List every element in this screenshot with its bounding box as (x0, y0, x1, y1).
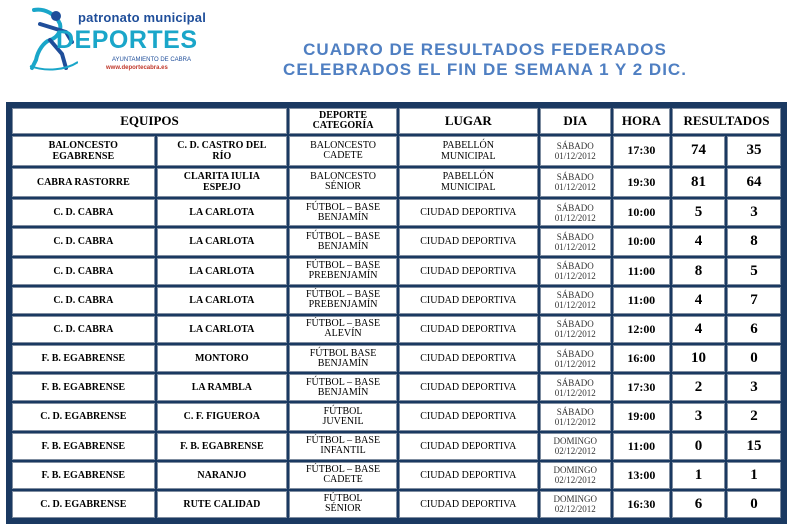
local-team (12, 287, 155, 314)
header-dia: DIA (540, 108, 611, 134)
score-local: 0 (672, 433, 725, 460)
venue (399, 316, 538, 343)
table-row (12, 433, 781, 460)
header-lugar: LUGAR (399, 108, 538, 134)
venue (399, 136, 538, 166)
category-line: BENJAMÍN (317, 386, 369, 398)
visitor-team-line-1: RUTE CALIDAD (183, 498, 261, 510)
local-team-line-1: F. B. EGABRENSE (41, 353, 126, 365)
match-day (540, 345, 611, 372)
visitor-team (157, 258, 287, 285)
score-local: 4 (672, 287, 725, 314)
logo-line-3: AYUNTAMIENTO DE CABRA (112, 57, 192, 63)
local-team-line-1: C. D. CABRA (53, 236, 114, 248)
page-title-line-1: CUADRO DE RESULTADOS FEDERADOS (303, 40, 667, 59)
score-local: 10 (672, 345, 725, 372)
date: 01/12/2012 (554, 241, 596, 252)
sport-line: BALONCESTO (310, 171, 376, 183)
sport-line: FÚTBOL BASE (309, 347, 377, 359)
score-visitor: 2 (727, 403, 781, 430)
match-time: 13:00 (613, 462, 670, 489)
date: 01/12/2012 (554, 358, 596, 369)
table-row (12, 168, 781, 198)
weekday: SÁBADO (556, 172, 594, 183)
header-hora: HORA (613, 108, 670, 134)
venue-line-1: CIUDAD DEPORTIVA (420, 323, 517, 335)
date: 02/12/2012 (554, 504, 596, 515)
category-line: ALEVÍN (324, 328, 362, 340)
match-time: 11:00 (613, 433, 670, 460)
match-day (540, 374, 611, 401)
header-deporte (289, 108, 397, 134)
weekday: SÁBADO (556, 377, 594, 388)
category-line: BENJAMÍN (317, 240, 369, 252)
venue-line-1: PABELLÓN (442, 171, 494, 183)
weekday: DOMINGO (553, 465, 597, 476)
venue-line-1: CIUDAD DEPORTIVA (420, 207, 517, 219)
local-team (12, 491, 155, 518)
match-time: 19:00 (613, 403, 670, 430)
sport-line: FÚTBOL – BASE (305, 289, 381, 301)
venue (399, 374, 538, 401)
sport-category (289, 462, 397, 489)
date: 01/12/2012 (554, 387, 596, 398)
date: 01/12/2012 (554, 329, 596, 340)
date: 01/12/2012 (554, 212, 596, 223)
weekday: SÁBADO (556, 140, 594, 151)
score-local: 5 (672, 199, 725, 226)
score-visitor: 5 (727, 258, 781, 285)
venue-line-1: CIUDAD DEPORTIVA (420, 411, 517, 423)
match-day (540, 168, 611, 198)
visitor-team-line-1: CLARITA IULIA (183, 171, 260, 183)
venue-line-1: CIUDAD DEPORTIVA (420, 236, 517, 248)
sport-line: FÚTBOL (323, 493, 363, 505)
score-visitor: 15 (727, 433, 781, 460)
date: 01/12/2012 (554, 300, 596, 311)
match-time: 16:00 (613, 345, 670, 372)
sport-line: FÚTBOL – BASE (305, 201, 381, 213)
local-team (12, 345, 155, 372)
table-row (12, 491, 781, 518)
visitor-team-line-1: LA CARLOTA (189, 294, 255, 306)
sport-category (289, 403, 397, 430)
match-time: 17:30 (613, 374, 670, 401)
logo-line-2: DEPORTES (56, 26, 198, 54)
table-row (12, 403, 781, 430)
visitor-team (157, 316, 287, 343)
table-row (12, 462, 781, 489)
local-team (12, 433, 155, 460)
date: 01/12/2012 (554, 271, 596, 282)
visitor-team (157, 462, 287, 489)
venue (399, 433, 538, 460)
score-local: 4 (672, 228, 725, 255)
header-deporte-line-2: CATEGORÍA (312, 120, 374, 131)
category-line: PREBENJAMÍN (308, 299, 378, 311)
venue (399, 462, 538, 489)
visitor-team (157, 433, 287, 460)
sport-category (289, 491, 397, 518)
score-local: 3 (672, 403, 725, 430)
sport-category (289, 287, 397, 314)
sport-category (289, 345, 397, 372)
weekday: SÁBADO (556, 319, 594, 330)
local-team (12, 136, 155, 166)
header-equipos: EQUIPOS (12, 108, 287, 134)
local-team (12, 168, 155, 198)
venue-line-1: PABELLÓN (442, 139, 494, 151)
visitor-team-line-2: RÍO (212, 150, 232, 162)
visitor-team-line-1: LA RAMBLA (191, 382, 252, 394)
header-resultados: RESULTADOS (672, 108, 781, 134)
match-time: 10:00 (613, 199, 670, 226)
match-day (540, 491, 611, 518)
weekday: SÁBADO (556, 406, 594, 417)
score-local: 74 (672, 136, 725, 166)
header-deporte-line-1: DEPORTE (319, 110, 368, 121)
sport-line: FÚTBOL – BASE (305, 230, 381, 242)
table-row (12, 316, 781, 343)
score-local: 6 (672, 491, 725, 518)
category-line: JUVENIL (322, 415, 364, 427)
score-visitor: 35 (727, 136, 781, 166)
local-team-line-1: C. D. CABRA (53, 294, 114, 306)
results-table-frame (6, 102, 787, 524)
logo (26, 6, 207, 74)
score-local: 2 (672, 374, 725, 401)
venue (399, 403, 538, 430)
visitor-team (157, 287, 287, 314)
weekday: DOMINGO (553, 494, 597, 505)
date: 01/12/2012 (554, 150, 596, 161)
match-time: 19:30 (613, 168, 670, 198)
sport-line: FÚTBOL – BASE (305, 376, 381, 388)
score-visitor: 0 (727, 345, 781, 372)
score-local: 8 (672, 258, 725, 285)
header-row (12, 108, 781, 134)
table-row (12, 374, 781, 401)
match-time: 11:00 (613, 258, 670, 285)
sport-category (289, 316, 397, 343)
table-row (12, 258, 781, 285)
visitor-team (157, 403, 287, 430)
visitor-team (157, 168, 287, 198)
venue-line-1: CIUDAD DEPORTIVA (420, 498, 517, 510)
sport-line: FÚTBOL – BASE (305, 260, 381, 272)
score-local: 81 (672, 168, 725, 198)
sport-category (289, 374, 397, 401)
visitor-team-line-1: LA CARLOTA (189, 323, 255, 335)
venue (399, 258, 538, 285)
page-title-line-2: CELEBRADOS EL FIN DE SEMANA 1 Y 2 DIC. (283, 60, 687, 79)
match-time: 17:30 (613, 136, 670, 166)
venue-line-1: CIUDAD DEPORTIVA (420, 265, 517, 277)
match-day (540, 433, 611, 460)
category-line: CADETE (323, 149, 363, 161)
weekday: SÁBADO (556, 290, 594, 301)
sport-category (289, 258, 397, 285)
weekday: SÁBADO (556, 202, 594, 213)
venue-line-1: CIUDAD DEPORTIVA (420, 440, 517, 452)
category-line: INFANTIL (320, 445, 366, 457)
venue (399, 228, 538, 255)
local-team-line-2: EGABRENSE (52, 150, 115, 162)
venue (399, 287, 538, 314)
venue-line-1: CIUDAD DEPORTIVA (420, 353, 517, 365)
visitor-team (157, 228, 287, 255)
local-team (12, 462, 155, 489)
local-team-line-1: BALONCESTO (48, 139, 118, 151)
match-day (540, 462, 611, 489)
score-visitor: 3 (727, 199, 781, 226)
local-team-line-1: C. D. CABRA (53, 323, 114, 335)
score-visitor: 0 (727, 491, 781, 518)
venue-line-1: CIUDAD DEPORTIVA (420, 469, 517, 481)
local-team (12, 199, 155, 226)
match-time: 11:00 (613, 287, 670, 314)
score-local: 1 (672, 462, 725, 489)
match-day (540, 316, 611, 343)
sport-category (289, 433, 397, 460)
weekday: DOMINGO (553, 436, 597, 447)
date: 02/12/2012 (554, 446, 596, 457)
visitor-team-line-1: NARANJO (197, 469, 247, 481)
match-day (540, 199, 611, 226)
venue-line-2: MUNICIPAL (440, 150, 496, 162)
venue (399, 168, 538, 198)
category-line: BENJAMÍN (317, 211, 369, 223)
logo-url: www.deportecabra.es (106, 65, 168, 71)
visitor-team-line-1: LA CARLOTA (189, 265, 255, 277)
sport-line: BALONCESTO (310, 139, 376, 151)
visitor-team-line-1: LA CARLOTA (189, 207, 255, 219)
visitor-team-line-1: MONTORO (194, 353, 249, 365)
sport-category (289, 228, 397, 255)
table-row (12, 345, 781, 372)
venue-line-1: CIUDAD DEPORTIVA (420, 294, 517, 306)
weekday: SÁBADO (556, 231, 594, 242)
local-team (12, 374, 155, 401)
visitor-team-line-2: ESPEJO (202, 182, 241, 194)
category-line: SÉNIOR (324, 181, 362, 193)
local-team (12, 403, 155, 430)
sport-line: FÚTBOL – BASE (305, 435, 381, 447)
visitor-team-line-1: C. F. FIGUEROA (183, 411, 260, 423)
match-day (540, 136, 611, 166)
local-team-line-1: F. B. EGABRENSE (41, 440, 126, 452)
visitor-team (157, 491, 287, 518)
sport-line: FÚTBOL (323, 405, 363, 417)
match-time: 12:00 (613, 316, 670, 343)
visitor-team (157, 345, 287, 372)
local-team (12, 316, 155, 343)
category-line: PREBENJAMÍN (308, 270, 378, 282)
logo-line-1: patronato municipal (78, 10, 207, 25)
score-visitor: 3 (727, 374, 781, 401)
visitor-team-line-1: C. D. CASTRO DEL (177, 139, 267, 151)
results-rows (12, 136, 781, 518)
match-day (540, 258, 611, 285)
weekday: SÁBADO (556, 348, 594, 359)
local-team-line-1: F. B. EGABRENSE (41, 469, 126, 481)
visitor-team (157, 136, 287, 166)
visitor-team (157, 374, 287, 401)
table-row (12, 136, 781, 166)
date: 01/12/2012 (554, 416, 596, 427)
visitor-team-line-1: F. B. EGABRENSE (180, 440, 264, 452)
sport-line: FÚTBOL – BASE (305, 464, 381, 476)
local-team-line-1: CABRA RASTORRE (36, 176, 130, 188)
sport-category (289, 136, 397, 166)
venue-line-1: CIUDAD DEPORTIVA (420, 382, 517, 394)
local-team-line-1: C. D. EGABRENSE (40, 498, 127, 510)
local-team (12, 258, 155, 285)
score-visitor: 7 (727, 287, 781, 314)
weekday: SÁBADO (556, 261, 594, 272)
table-row (12, 228, 781, 255)
score-visitor: 64 (727, 168, 781, 198)
venue (399, 345, 538, 372)
results-table (10, 106, 783, 520)
score-visitor: 6 (727, 316, 781, 343)
local-team-line-1: F. B. EGABRENSE (41, 382, 126, 394)
match-time: 16:30 (613, 491, 670, 518)
local-team-line-1: C. D. CABRA (53, 207, 114, 219)
venue (399, 199, 538, 226)
venue (399, 491, 538, 518)
sport-category (289, 199, 397, 226)
visitor-team (157, 199, 287, 226)
sport-category (289, 168, 397, 198)
table-row (12, 287, 781, 314)
category-line: BENJAMÍN (317, 357, 369, 369)
sport-line: FÚTBOL – BASE (305, 318, 381, 330)
category-line: SÉNIOR (324, 503, 362, 515)
match-day (540, 403, 611, 430)
match-day (540, 287, 611, 314)
category-line: CADETE (323, 474, 363, 486)
table-row (12, 199, 781, 226)
date: 01/12/2012 (554, 182, 596, 193)
venue-line-2: MUNICIPAL (440, 182, 496, 194)
score-visitor: 1 (727, 462, 781, 489)
local-team-line-1: C. D. CABRA (53, 265, 114, 277)
date: 02/12/2012 (554, 475, 596, 486)
local-team-line-1: C. D. EGABRENSE (40, 411, 127, 423)
match-time: 10:00 (613, 228, 670, 255)
match-day (540, 228, 611, 255)
visitor-team-line-1: LA CARLOTA (189, 236, 255, 248)
score-visitor: 8 (727, 228, 781, 255)
local-team (12, 228, 155, 255)
score-local: 4 (672, 316, 725, 343)
